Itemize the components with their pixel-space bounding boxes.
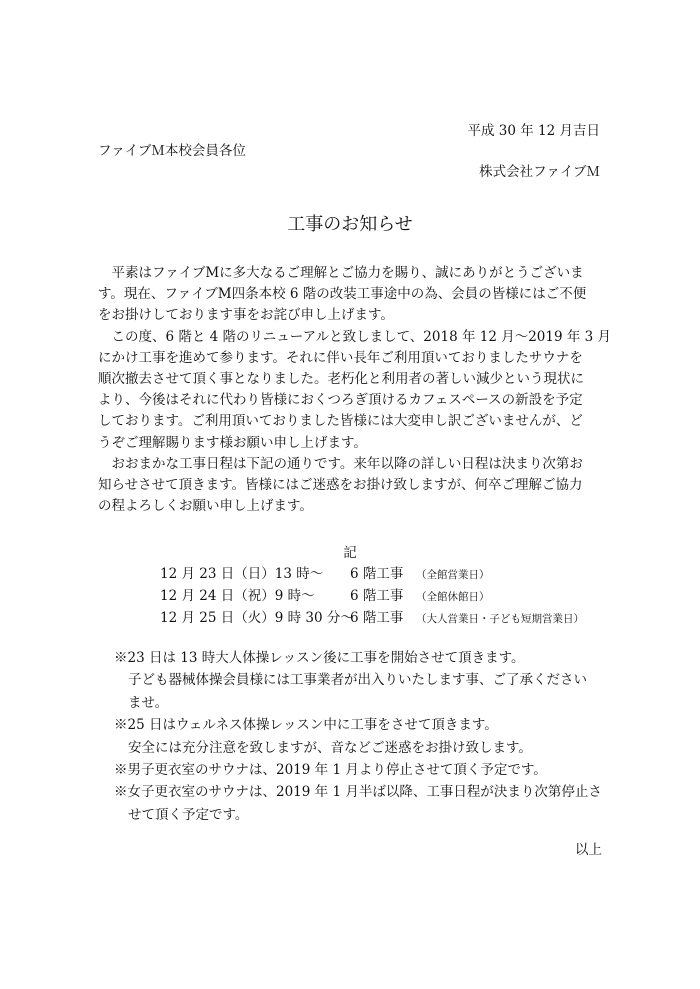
body-line: 平素はファイブMに多大なるご理解とご協力を賜り、誠にありがとうございま (98, 265, 584, 281)
note-line: ※男子更衣室のサウナは、2019 年 1 月より停止させて頂く予定です。 (114, 762, 547, 779)
note-line-text: い (573, 672, 587, 689)
body-line: より、今後はそれに代わり皆様におくつろぎ頂けるカフェスペースの新設を予定 (98, 392, 583, 409)
schedule-work: 6 階工事 (350, 610, 404, 626)
schedule-work: 6 階工事 (350, 566, 404, 582)
note-line: せて頂く予定です。 (128, 806, 249, 823)
closing-mark: 以上 (575, 842, 602, 858)
note-line: ※25 日はウェルネス体操レッスン中に工事をさせて頂きます。 (114, 717, 498, 734)
body-line: しております。ご利用頂いておりました皆様には大変申し訳ございませんが、ど (98, 413, 583, 430)
note-line: ※女子更衣室のサウナは、2019 年 1 月半ば以降、工事日程が決まり次第停止さ (114, 784, 602, 801)
schedule-date: 12 月 24 日（祝）9 時〜 (160, 588, 315, 604)
schedule-date: 12 月 25 日（火）9 時 30 分〜 (160, 610, 354, 626)
note-line (114, 669, 602, 691)
schedule-note: （全館休館日） (416, 591, 490, 603)
notes-list (114, 647, 602, 826)
schedule-date: 12 月 23 日（日）13 時〜 (160, 566, 324, 582)
body-line: にかけ工事を進めて参ります。それに伴い長年ご利用頂いておりましたサウナを (98, 349, 583, 366)
note-line: 安全には充分注意を致しますが、音などご迷惑をお掛け致します。 (128, 739, 532, 756)
body-line: をお掛けしております事をお詫び申し上げます。 (98, 307, 394, 324)
schedule-note: （全館営業日） (416, 569, 490, 581)
body-line: おおまかな工事日程は下記の通りです。来年以降の詳しい日程は決まり次第お (98, 455, 583, 472)
issue-date: 平成 30 年 12 月吉日 (467, 123, 600, 139)
body-line: す。現在、ファイブM四条本校 6 階の改装工事途中の為、会員の皆様にはご不便 (98, 286, 587, 303)
body-line: の程よろしくお願い申し上げます。 (98, 498, 313, 515)
body-line: うぞご理解賜ります様お願い申し上げます。 (98, 434, 367, 451)
sender-company: 株式会社ファイブＭ (479, 164, 600, 180)
schedule-note: （大人営業日・子ども短期営業日） (416, 613, 584, 625)
document-title: 工事のお知らせ (287, 214, 413, 235)
body-text (98, 263, 612, 517)
body-line: この度、6 階と 4 階のリニューアルと致しまして、2018 年 12 月〜2019 年 3 月 (98, 328, 612, 345)
schedule-work: 6 階工事 (350, 588, 404, 604)
body-line: 知らせさせて頂きます。皆様にはご迷惑をお掛け致しますが、何卒ご理解ご協力 (98, 477, 583, 494)
note-line: ませ。 (128, 694, 169, 711)
note-line-text: 子ども器械体操会員様には工事業者が出入りいたします事、ご了承くださ (128, 672, 574, 689)
ki-heading: 記 (343, 545, 357, 561)
note-line: ※23 日は 13 時大人体操レッスン後に工事を開始させて頂きます。 (114, 650, 525, 666)
addressee: ファイブＭ本校会員各位 (98, 143, 246, 159)
body-line: 順次撤去させて頂く事となりました。老朽化と利用者の著しい減少という現状に (98, 371, 584, 388)
